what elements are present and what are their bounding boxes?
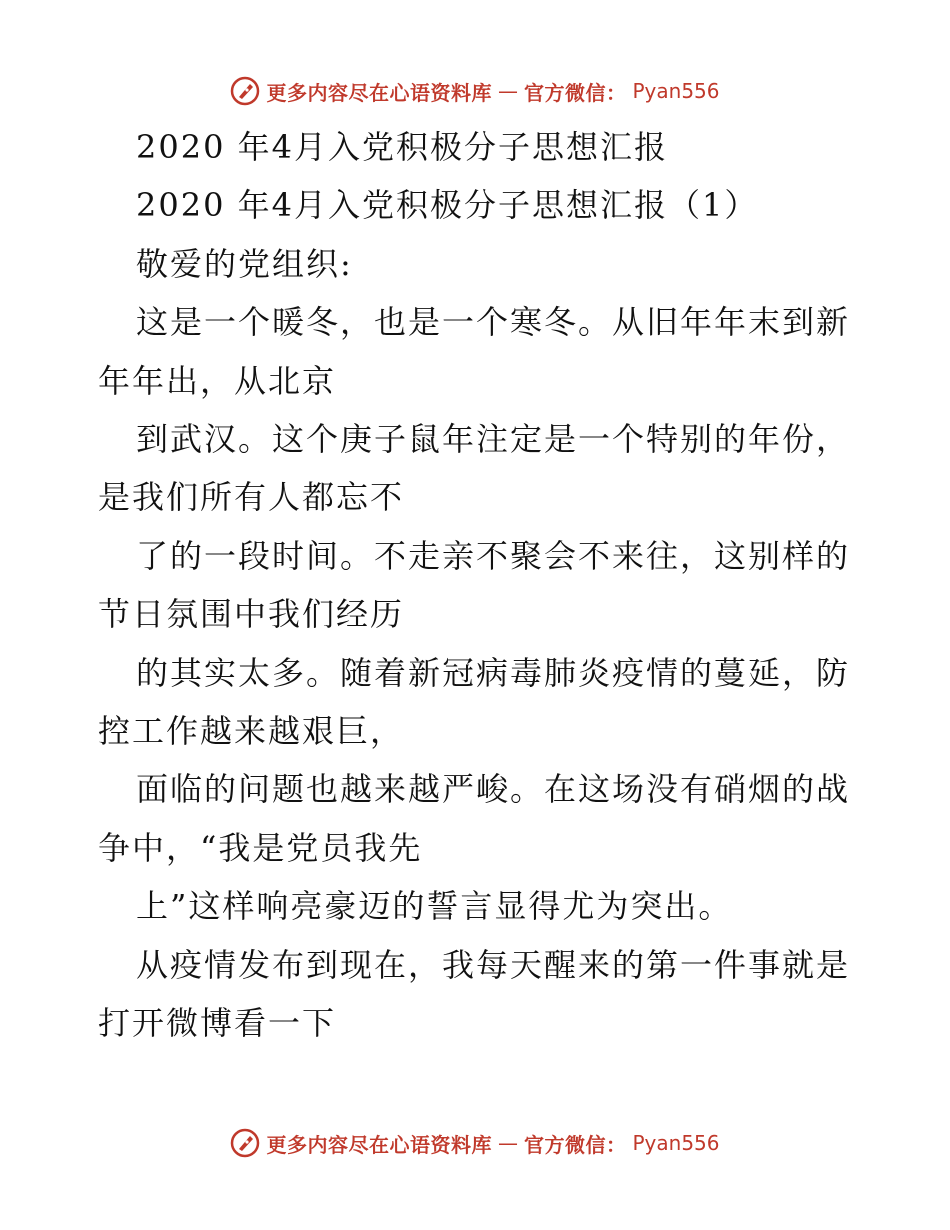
document-body [98, 118, 858, 1053]
doc-line: 控工作越来越艰巨， [98, 712, 405, 751]
doc-line: 从疫情发布到现在，我每天醒来的第一件事就是 [136, 945, 851, 984]
watermark-official-label: 官方微信： [523, 1132, 627, 1157]
doc-salutation: 敬爱的党组织: [136, 244, 353, 283]
doc-line: 了的一段时间。不走亲不聚会不来往，这别样的 [136, 536, 851, 575]
doc-line: 上”这样响亮豪迈的誓言显得尤为突出。 [136, 887, 733, 926]
watermark-wechat-id: Pyan556 [632, 79, 720, 103]
doc-line: 是我们所有人都忘不 [98, 478, 405, 517]
page-header-watermark [0, 76, 950, 111]
pen-nib-logo-icon [230, 76, 260, 106]
watermark-text: 更多内容尽在心语资料库 [266, 80, 492, 105]
watermark [230, 76, 719, 106]
watermark-separator: — [497, 79, 518, 103]
page-footer-watermark [0, 1128, 950, 1163]
doc-subtitle: 2020 年4月入党积极分子思想汇报（1） [136, 186, 759, 225]
doc-line: 这是一个暖冬，也是一个寒冬。从旧年年末到新 [136, 303, 851, 342]
doc-line: 节日氛围中我们经历 [98, 595, 405, 634]
watermark-text: 更多内容尽在心语资料库 [266, 1132, 492, 1157]
doc-line: 面临的问题也越来越严峻。在这场没有硝烟的战 [136, 770, 851, 809]
doc-line: 的其实太多。随着新冠病毒肺炎疫情的蔓延，防 [136, 653, 851, 692]
pen-nib-logo-icon [230, 1128, 260, 1158]
doc-line: 年年出，从北京 [98, 361, 337, 400]
doc-line: 打开微博看一下 [98, 1004, 337, 1043]
watermark-wechat-id: Pyan556 [632, 1131, 720, 1155]
doc-line: 争中，“我是党员我先 [98, 828, 423, 867]
watermark [230, 1128, 719, 1158]
watermark-separator: — [497, 1131, 518, 1155]
doc-title: 2020 年4月入党积极分子思想汇报 [136, 128, 668, 166]
doc-line: 到武汉。这个庚子鼠年注定是一个特别的年份， [136, 420, 851, 459]
watermark-official-label: 官方微信： [523, 80, 627, 105]
